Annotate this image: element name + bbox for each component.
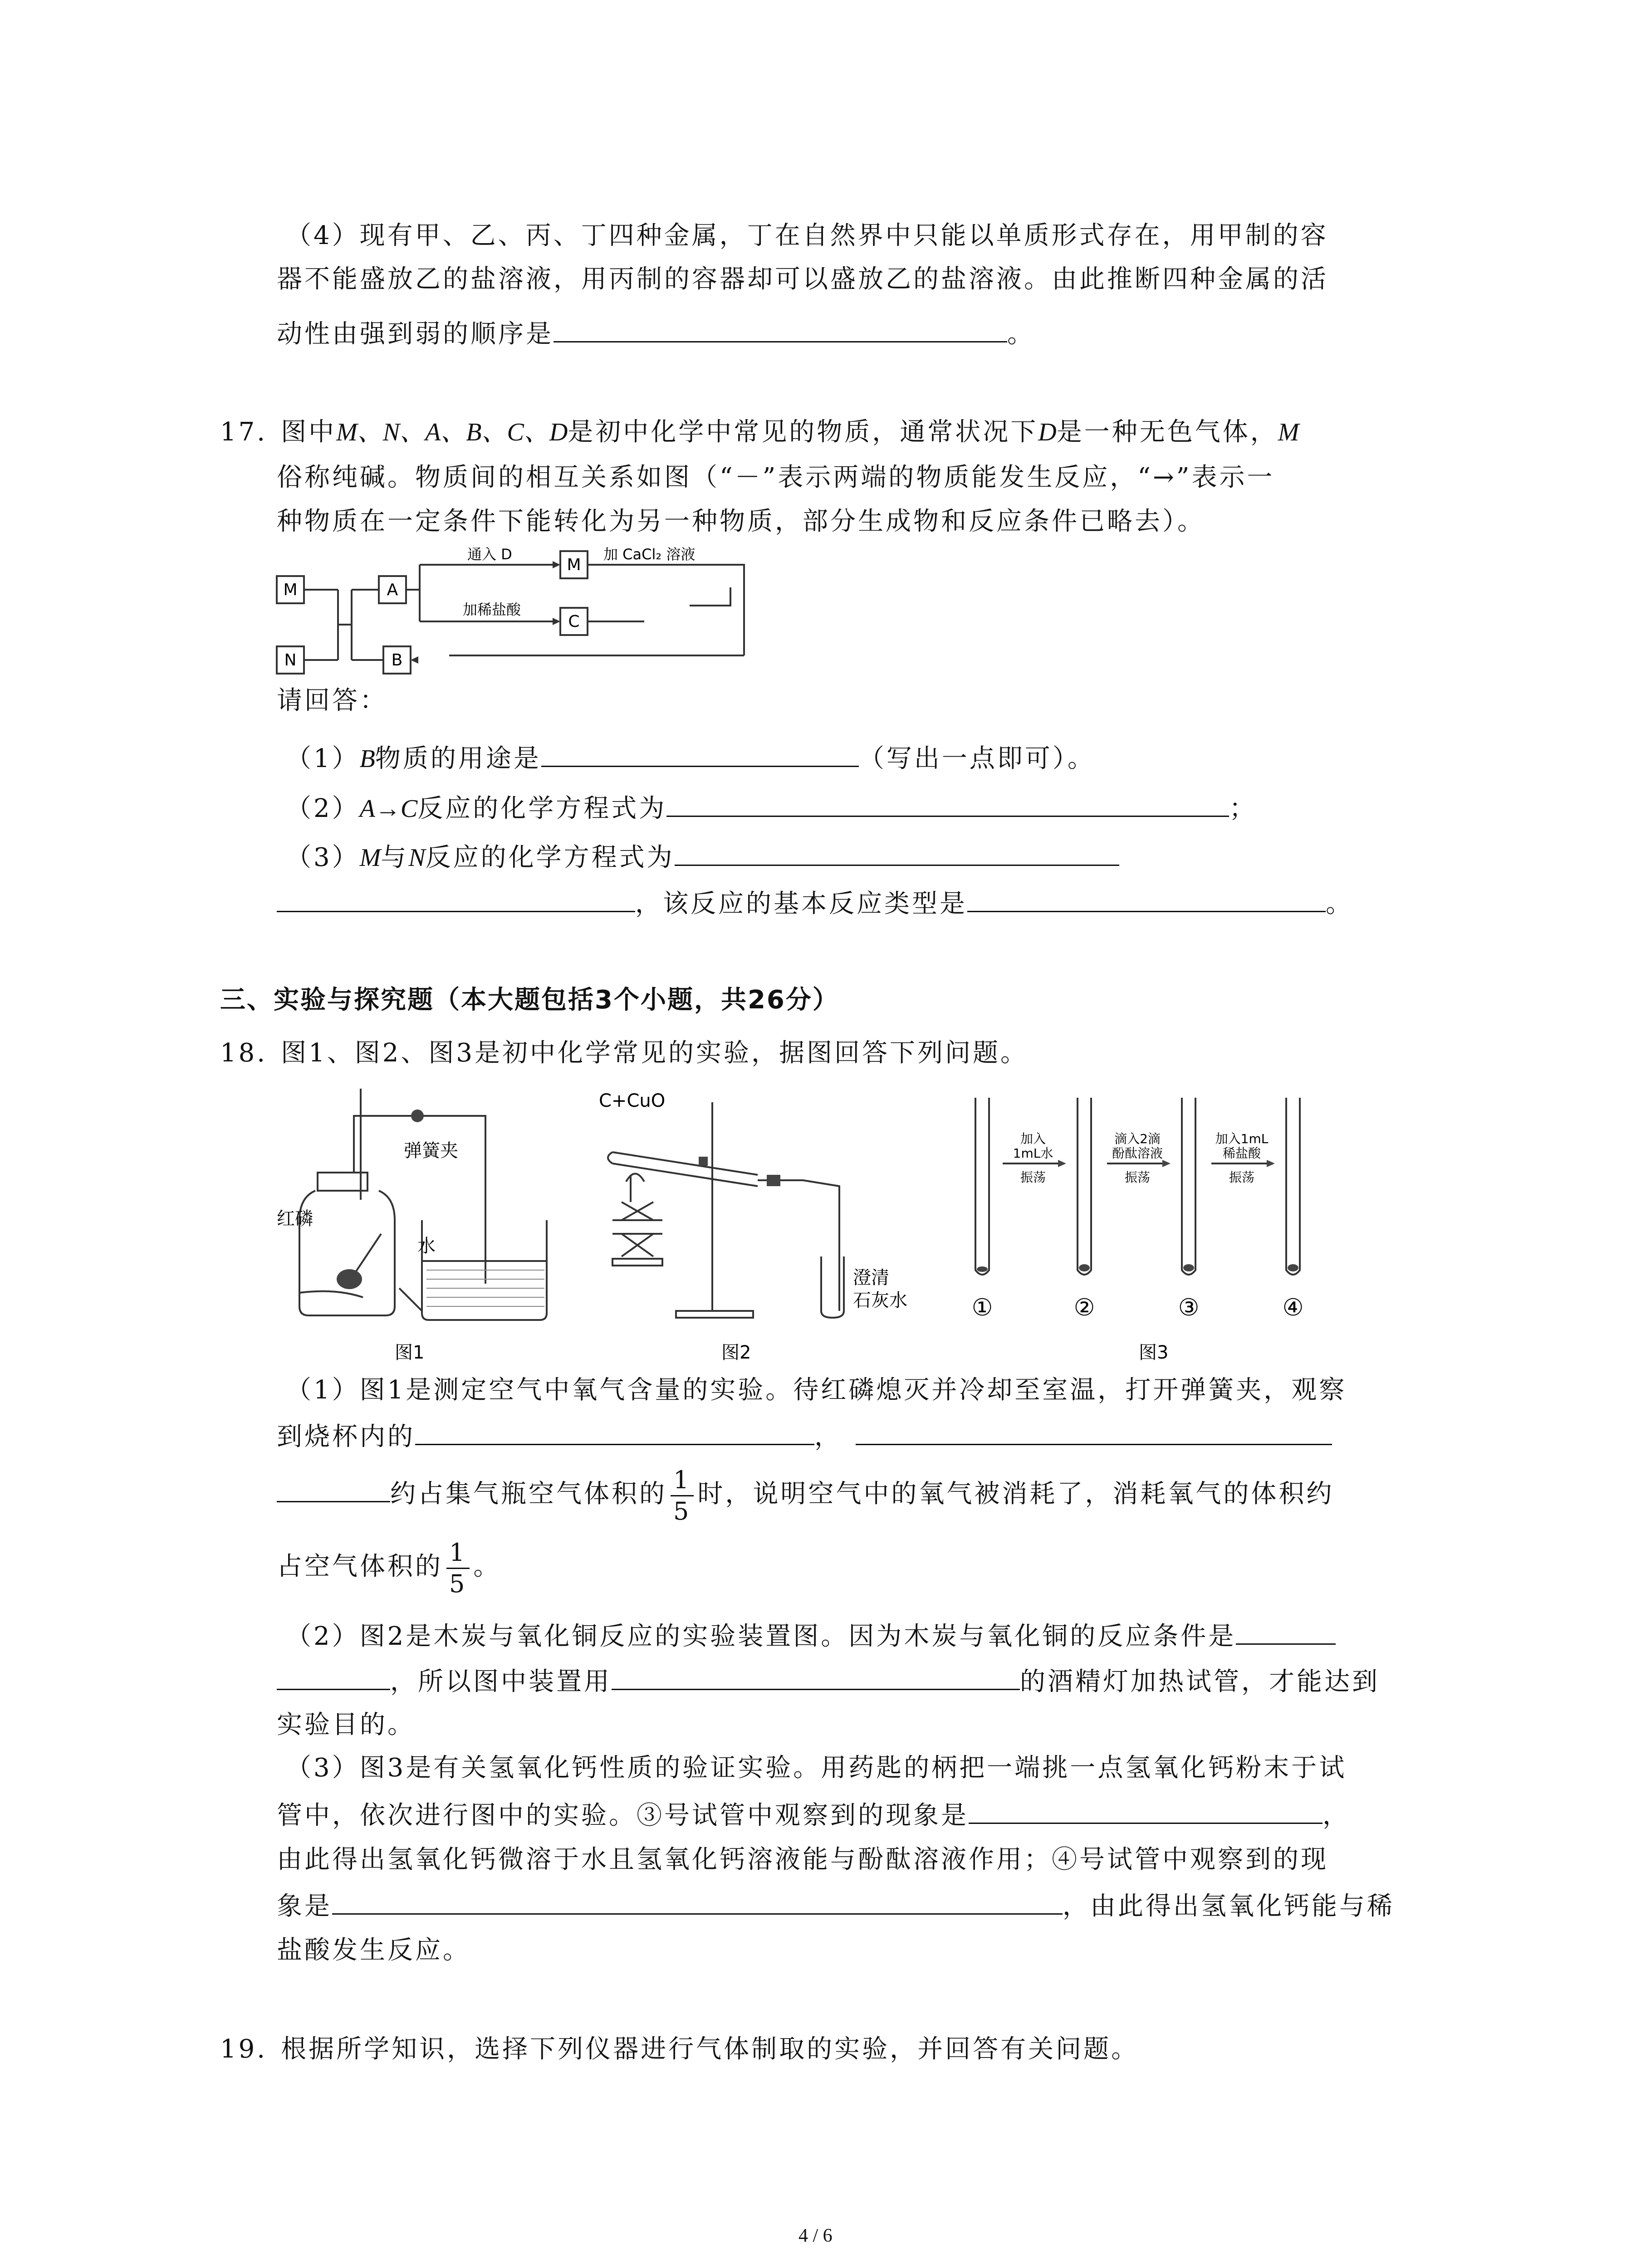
step1-label-b: 1mL水 xyxy=(1013,1146,1053,1161)
label-pass-d: 通入 D xyxy=(467,546,512,563)
fig3-caption: 图3 xyxy=(1139,1342,1169,1363)
q18-text: 到烧杯内的 xyxy=(277,1422,415,1452)
q18-part3-line3: 由此得出氢氧化钙微溶于水且氢氧化钙溶液能与酚酞溶液作用；④号试管中观察到的现 xyxy=(277,1845,1328,1874)
q17-part3-label: （3） xyxy=(286,843,360,872)
q18-text: 管中，依次进行图中的实验。③号试管中观察到的现象是 xyxy=(277,1801,969,1830)
label-spring-clip: 弹簧夹 xyxy=(404,1140,458,1161)
q18-text: 。 xyxy=(473,1552,501,1581)
answer-blank[interactable] xyxy=(541,739,859,767)
box-m2-label: M xyxy=(567,556,581,574)
q19-number: 19. xyxy=(220,2034,268,2064)
q19-stem xyxy=(220,2031,1139,2068)
answer-blank[interactable] xyxy=(612,1662,1020,1690)
box-b-label: B xyxy=(391,651,403,670)
q18-text: ， xyxy=(814,1422,842,1452)
q18-text: 象是 xyxy=(277,1892,332,1921)
box-m-label: M xyxy=(283,581,298,599)
step3-label-c: 振荡 xyxy=(1229,1170,1255,1185)
fraction-denominator: 5 xyxy=(673,1497,691,1525)
fraction-one-fifth xyxy=(446,1538,470,1599)
q17-var-b: B xyxy=(359,745,375,773)
q17-var-m: M xyxy=(1278,418,1299,446)
q17-number: 17. xyxy=(220,417,268,447)
q17-relationship-diagram xyxy=(272,542,753,692)
answer-blank[interactable] xyxy=(675,838,1119,866)
label-water: 水 xyxy=(417,1236,436,1256)
q17-text: 物质的用途是 xyxy=(375,744,541,773)
fig2-caption: 图2 xyxy=(721,1342,751,1363)
box-a-label: A xyxy=(387,581,398,599)
fraction-numerator: 1 xyxy=(446,1538,470,1569)
q17-text: ，该反应的基本反应类型是 xyxy=(635,889,967,919)
answer-blank[interactable] xyxy=(277,1475,390,1502)
figure-2-apparatus xyxy=(585,1084,939,1365)
q17-line3: 种物质在一定条件下能转化为另一种物质，部分生成物和反应条件已略去）。 xyxy=(277,507,1205,536)
q17-text: 是初中化学中常见的物质，通常状况下 xyxy=(568,417,1038,447)
q16-4-line1: （4）现有甲、乙、丙、丁四种金属，丁在自然界中只能以单质形式存在，用甲制的容 xyxy=(286,221,1328,250)
q17-part1-label: （1） xyxy=(286,744,360,773)
step1-label-a: 加入 xyxy=(1020,1131,1046,1146)
q18-text: ， xyxy=(1323,1801,1350,1830)
tube-1-label: ① xyxy=(971,1294,993,1321)
q17-part2-label: （2） xyxy=(286,794,360,823)
box-n-label: N xyxy=(284,651,297,670)
q18-part1-line1: （1）图1是测定空气中氧气含量的实验。待红磷熄灭并冷却至室温，打开弹簧夹，观察 xyxy=(286,1375,1347,1405)
q18-text: ，由此得出氢氧化钙能与稀 xyxy=(1063,1892,1395,1921)
q17-text: 图中 xyxy=(281,417,337,447)
label-red-phosphorus: 红磷 xyxy=(277,1208,313,1229)
q18-part1-line2 xyxy=(277,1418,1332,1455)
q16-4-period: 。 xyxy=(1007,319,1035,349)
q18-text: 约占集气瓶空气体积的 xyxy=(390,1479,667,1509)
q17-var-n: N xyxy=(408,844,426,872)
q18-text: 的酒精灯加热试管，才能达到 xyxy=(1020,1667,1380,1696)
step3-label-a: 加入1mL xyxy=(1215,1131,1269,1146)
tube-4-label: ④ xyxy=(1282,1294,1304,1321)
figure-3-apparatus xyxy=(957,1084,1347,1365)
q18-text: 占空气体积的 xyxy=(277,1552,443,1581)
tube-3-label: ③ xyxy=(1178,1294,1200,1321)
q18-part3-line4 xyxy=(277,1887,1395,1925)
section-3-title: 三、实验与探究题（本大题包括3个小题，共26分） xyxy=(220,985,839,1015)
q17-text: 是一种无色气体， xyxy=(1056,417,1278,447)
label-limewater-2: 石灰水 xyxy=(853,1290,907,1311)
q18-stem-text: 图1、图2、图3是初中化学常见的实验，据图回答下列问题。 xyxy=(281,1038,1028,1068)
step1-label-c: 振荡 xyxy=(1020,1170,1046,1185)
q18-part1-line4 xyxy=(277,1538,501,1599)
box-c-label: C xyxy=(568,612,580,631)
q17-part3-cont xyxy=(277,885,1353,922)
fraction-one-fifth xyxy=(671,1465,694,1526)
q18-part1-line3 xyxy=(277,1465,1334,1526)
q18-number: 18. xyxy=(220,1038,268,1068)
label-add-cacl2: 加 CaCl₂ 溶液 xyxy=(603,546,696,563)
q17-vars: M、N、A、B、C、D xyxy=(336,418,568,446)
page-number: 4 / 6 xyxy=(798,2225,833,2246)
answer-blank[interactable] xyxy=(415,1418,814,1445)
q17-text: 与 xyxy=(381,843,409,872)
q17-part3 xyxy=(286,838,1119,876)
q18-part3-line2 xyxy=(277,1796,1350,1834)
answer-blank[interactable] xyxy=(666,789,1229,817)
fraction-denominator: 5 xyxy=(449,1569,467,1598)
step2-label-c: 振荡 xyxy=(1124,1170,1151,1185)
q17-var-m: M xyxy=(359,844,381,872)
answer-blank[interactable] xyxy=(277,885,635,912)
label-c-cuo: C+CuO xyxy=(599,1090,666,1111)
q18-stem xyxy=(220,1035,1028,1071)
q17-var-ac: A→C xyxy=(359,795,418,823)
q19-stem-text: 根据所学知识，选择下列仪器进行气体制取的实验，并回答有关问题。 xyxy=(281,2034,1139,2064)
q16-4-line3 xyxy=(277,315,1035,352)
answer-blank[interactable] xyxy=(332,1887,1063,1915)
tube-2-label: ② xyxy=(1073,1294,1095,1321)
q18-part3-line1: （3）图3是有关氢氧化钙性质的验证实验。用药匙的柄把一端挑一点氢氧化钙粉末于试 xyxy=(286,1753,1347,1783)
q17-line2: 俗称纯碱。物质间的相互关系如图（“－”表示两端的物质能发生反应，“→”表示一 xyxy=(277,463,1275,492)
step2-label-b: 酚酞溶液 xyxy=(1112,1146,1163,1161)
q18-text: （2）图2是木炭与氧化铜反应的实验装置图。因为木炭与氧化铜的反应条件是 xyxy=(286,1622,1236,1651)
answer-blank[interactable] xyxy=(277,1662,390,1690)
fig1-caption: 图1 xyxy=(395,1342,425,1363)
fraction-numerator: 1 xyxy=(671,1465,694,1496)
answer-blank[interactable] xyxy=(967,885,1326,912)
q17-text: 反应的化学方程式为 xyxy=(417,794,667,823)
q17-part2 xyxy=(286,789,1257,827)
q18-part2-line1 xyxy=(286,1617,1336,1655)
q18-part2-line2 xyxy=(277,1662,1380,1700)
q18-part2-line3: 实验目的。 xyxy=(277,1710,415,1740)
q16-4-line3-text: 动性由强到弱的顺序是 xyxy=(277,319,554,349)
figure-1-apparatus xyxy=(272,1084,554,1365)
q17-text: （写出一点即可）。 xyxy=(858,744,1095,773)
answer-blank[interactable] xyxy=(856,1418,1332,1445)
step2-label-a: 滴入2滴 xyxy=(1114,1131,1161,1146)
q17-part1 xyxy=(286,739,1095,777)
q18-part3-line5: 盐酸发生反应。 xyxy=(277,1936,470,1965)
q18-text: 时，说明空气中的氧气被消耗了，消耗氧气的体积约 xyxy=(697,1479,1334,1509)
q16-4-line2: 器不能盛放乙的盐溶液，用丙制的容器却可以盛放乙的盐溶液。由此推断四种金属的活 xyxy=(277,264,1328,294)
q17-text: 反应的化学方程式为 xyxy=(425,843,675,872)
label-add-hcl: 加稀盐酸 xyxy=(463,601,521,618)
answer-blank[interactable] xyxy=(969,1796,1323,1824)
answer-blank[interactable] xyxy=(554,315,1007,342)
q17-text: ； xyxy=(1229,794,1257,823)
q17-line1 xyxy=(220,414,1299,450)
label-limewater-1: 澄清 xyxy=(853,1267,889,1288)
q18-text: ，所以图中装置用 xyxy=(390,1667,612,1696)
step3-label-b: 稀盐酸 xyxy=(1222,1146,1261,1161)
q17-var-d: D xyxy=(1038,418,1057,446)
answer-blank[interactable] xyxy=(1236,1617,1336,1645)
q17-text: 。 xyxy=(1326,889,1353,919)
q17-prompt: 请回答： xyxy=(277,686,387,715)
